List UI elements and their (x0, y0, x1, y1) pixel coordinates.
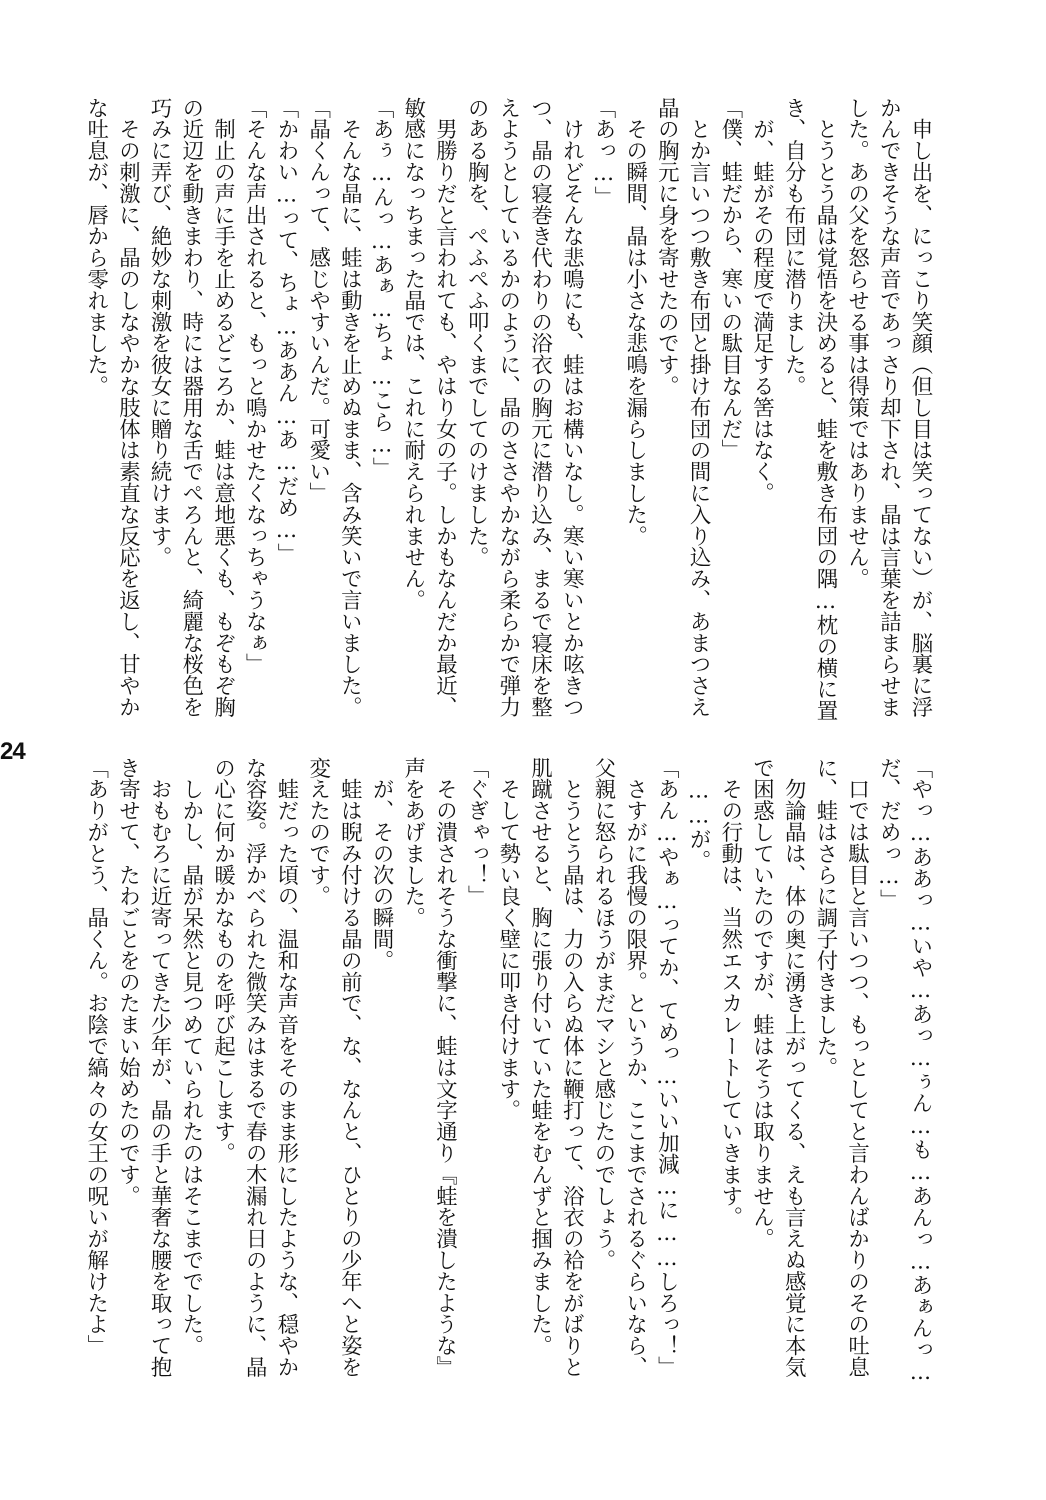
text-column: き寄せて、たわごとをのたまい始めたのです。 (115, 757, 141, 1207)
text-column: な吐息が、唇から零れました。 (83, 97, 109, 397)
text-column: 制止の声に手を止めるどころか、蛙は意地悪くも、もぞもぞ胸 (210, 97, 236, 718)
text-column: その行動は、当然エスカレートしていきます。 (717, 757, 743, 1228)
text-column: しかし、晶が呆然と見つめていられたのはそこまででした。 (178, 757, 204, 1357)
text-column: とか言いつつ敷き布団と掛け布団の間に入り込み、あまつさえ (686, 97, 712, 718)
text-column: 「そんな声出されると、もっと鳴かせたくなっちゃうなぁ」 (242, 97, 268, 675)
text-column: 「あっ…」 (590, 97, 616, 208)
text-column: 「やっ…ああっ…いや…あっ…ぅん…も…あんっ…あぁんっ… (908, 757, 933, 1385)
text-column: つ、晶の寝巻き代わりの浴衣の胸元に潜り込み、まるで寝床を整 (527, 97, 553, 718)
text-column: とうとう晶は覚悟を決めると、蛙を敷き布団の隅…枕の横に置 (812, 97, 838, 722)
text-column: に、蛙はさらに調子付きました。 (812, 757, 838, 1078)
text-column: 「かわい…って、ちょ…ああん…あ…だめ…」 (273, 97, 299, 565)
text-column: 「あん…やぁ…ってか、てめっ…いい加減…に……しろっ！」 (654, 757, 680, 1378)
text-column: 勿論晶は、体の奥に湧き上がってくる、えも言えぬ感覚に本気 (781, 757, 807, 1378)
text-column: おもむろに近寄ってきた少年が、晶の手と華奢な腰を取って抱 (147, 757, 173, 1378)
text-column: な容姿。浮かべられた微笑みはまるで春の木漏れ日のように、晶 (242, 757, 268, 1378)
text-column: えようとしているかのように、晶のささやかながら柔らかで弾力 (495, 97, 521, 718)
text-column: その刺激に、晶のしなやかな肢体は素直な反応を返し、甘やか (115, 97, 141, 718)
text-column: 巧みに弄び、絶妙な刺激を彼女に贈り続けます。 (147, 97, 173, 568)
text-column: 肌蹴させると、胸に張り付いていた蛙をむんずと掴みました。 (527, 757, 553, 1357)
text-column: 「僕、蛙だから、寒いの駄目なんだ」 (717, 97, 743, 461)
text-block-bottom (80, 757, 936, 1385)
text-column: その瞬間、晶は小さな悲鳴を漏らしました。 (622, 97, 648, 547)
text-column: が、蛙がその程度で満足する筈はなく。 (749, 97, 775, 504)
page-number: 24 (0, 738, 25, 765)
text-column: した。あの父を怒らせる事は得策ではありません。 (844, 97, 870, 590)
text-column: 「ありがとう、晶くん。お陰で縞々の女王の呪いが解けたよ」 (83, 757, 109, 1357)
text-column: の心に何か暖かなものを呼び起こします。 (210, 757, 236, 1164)
text-column: き、自分も布団に潜りました。 (781, 97, 807, 397)
text-column: ……が。 (686, 757, 712, 872)
text-column: が、その次の瞬間。 (369, 757, 395, 971)
text-column: 敏感になっちまった晶では、これに耐えられません。 (400, 97, 426, 611)
text-column: とうとう晶は、力の入らぬ体に鞭打って、浴衣の袷をがばりと (559, 757, 585, 1378)
text-column: 変えたのです。 (305, 757, 331, 907)
text-column: 蛙は睨み付ける晶の前で、な、なんと、ひとりの少年へと姿を (337, 757, 363, 1378)
text-column: の近辺を動きまわり、時には器用な舌でぺろんと、綺麗な桜色を (178, 97, 204, 718)
text-column: 「ぐぎゃっ！」 (464, 757, 490, 907)
text-column: 「晶くんって、感じやすいんだ。可愛い」 (305, 97, 331, 504)
text-column: 口では駄目と言いつつ、もっとしてと言わんばかりのその吐息 (844, 757, 870, 1378)
text-column: 「あぅ…んっ…あぁ…ちょ…こら…」 (369, 97, 395, 479)
text-column: かんできそうな声音であっさり却下され、晶は言葉を詰まらせま (876, 97, 902, 718)
text-column: 声をあげました。 (400, 757, 426, 929)
text-column: さすがに我慢の限界。というか、ここまでされるぐらいなら、 (622, 757, 648, 1378)
text-column: 晶の胸元に身を寄せたのです。 (654, 97, 680, 397)
text-column: そんな晶に、蛙は動きを止めぬまま、含み笑いで言いました。 (337, 97, 363, 718)
text-column: けれどそんな悲鳴にも、蛙はお構いなし。寒い寒いとか呟きつ (559, 97, 585, 718)
text-column: 男勝りだと言われても、やはり女の子。しかもなんだか最近、 (432, 97, 458, 718)
text-block-top (80, 97, 936, 722)
text-column: だ、だめっ…」 (876, 757, 902, 911)
text-column: のある胸を、ぺふぺふ叩くまでしてのけました。 (464, 97, 490, 568)
text-column: 父親に怒られるほうがまだマシと感じたのでしょう。 (590, 757, 616, 1271)
text-column: 申し出を、にっこり笑顔（但し目は笑ってない）が、脳裏に浮 (908, 97, 933, 718)
text-column: で困惑していたのですが、蛙はそうは取りません。 (749, 757, 775, 1250)
text-column: 蛙だった頃の、温和な声音をそのまま形にしたような、穏やか (273, 757, 299, 1378)
text-column: そして勢い良く壁に叩き付けます。 (495, 757, 521, 1121)
text-column: その潰されそうな衝撃に、蛙は文字通り『蛙を潰したような』 (432, 757, 458, 1378)
